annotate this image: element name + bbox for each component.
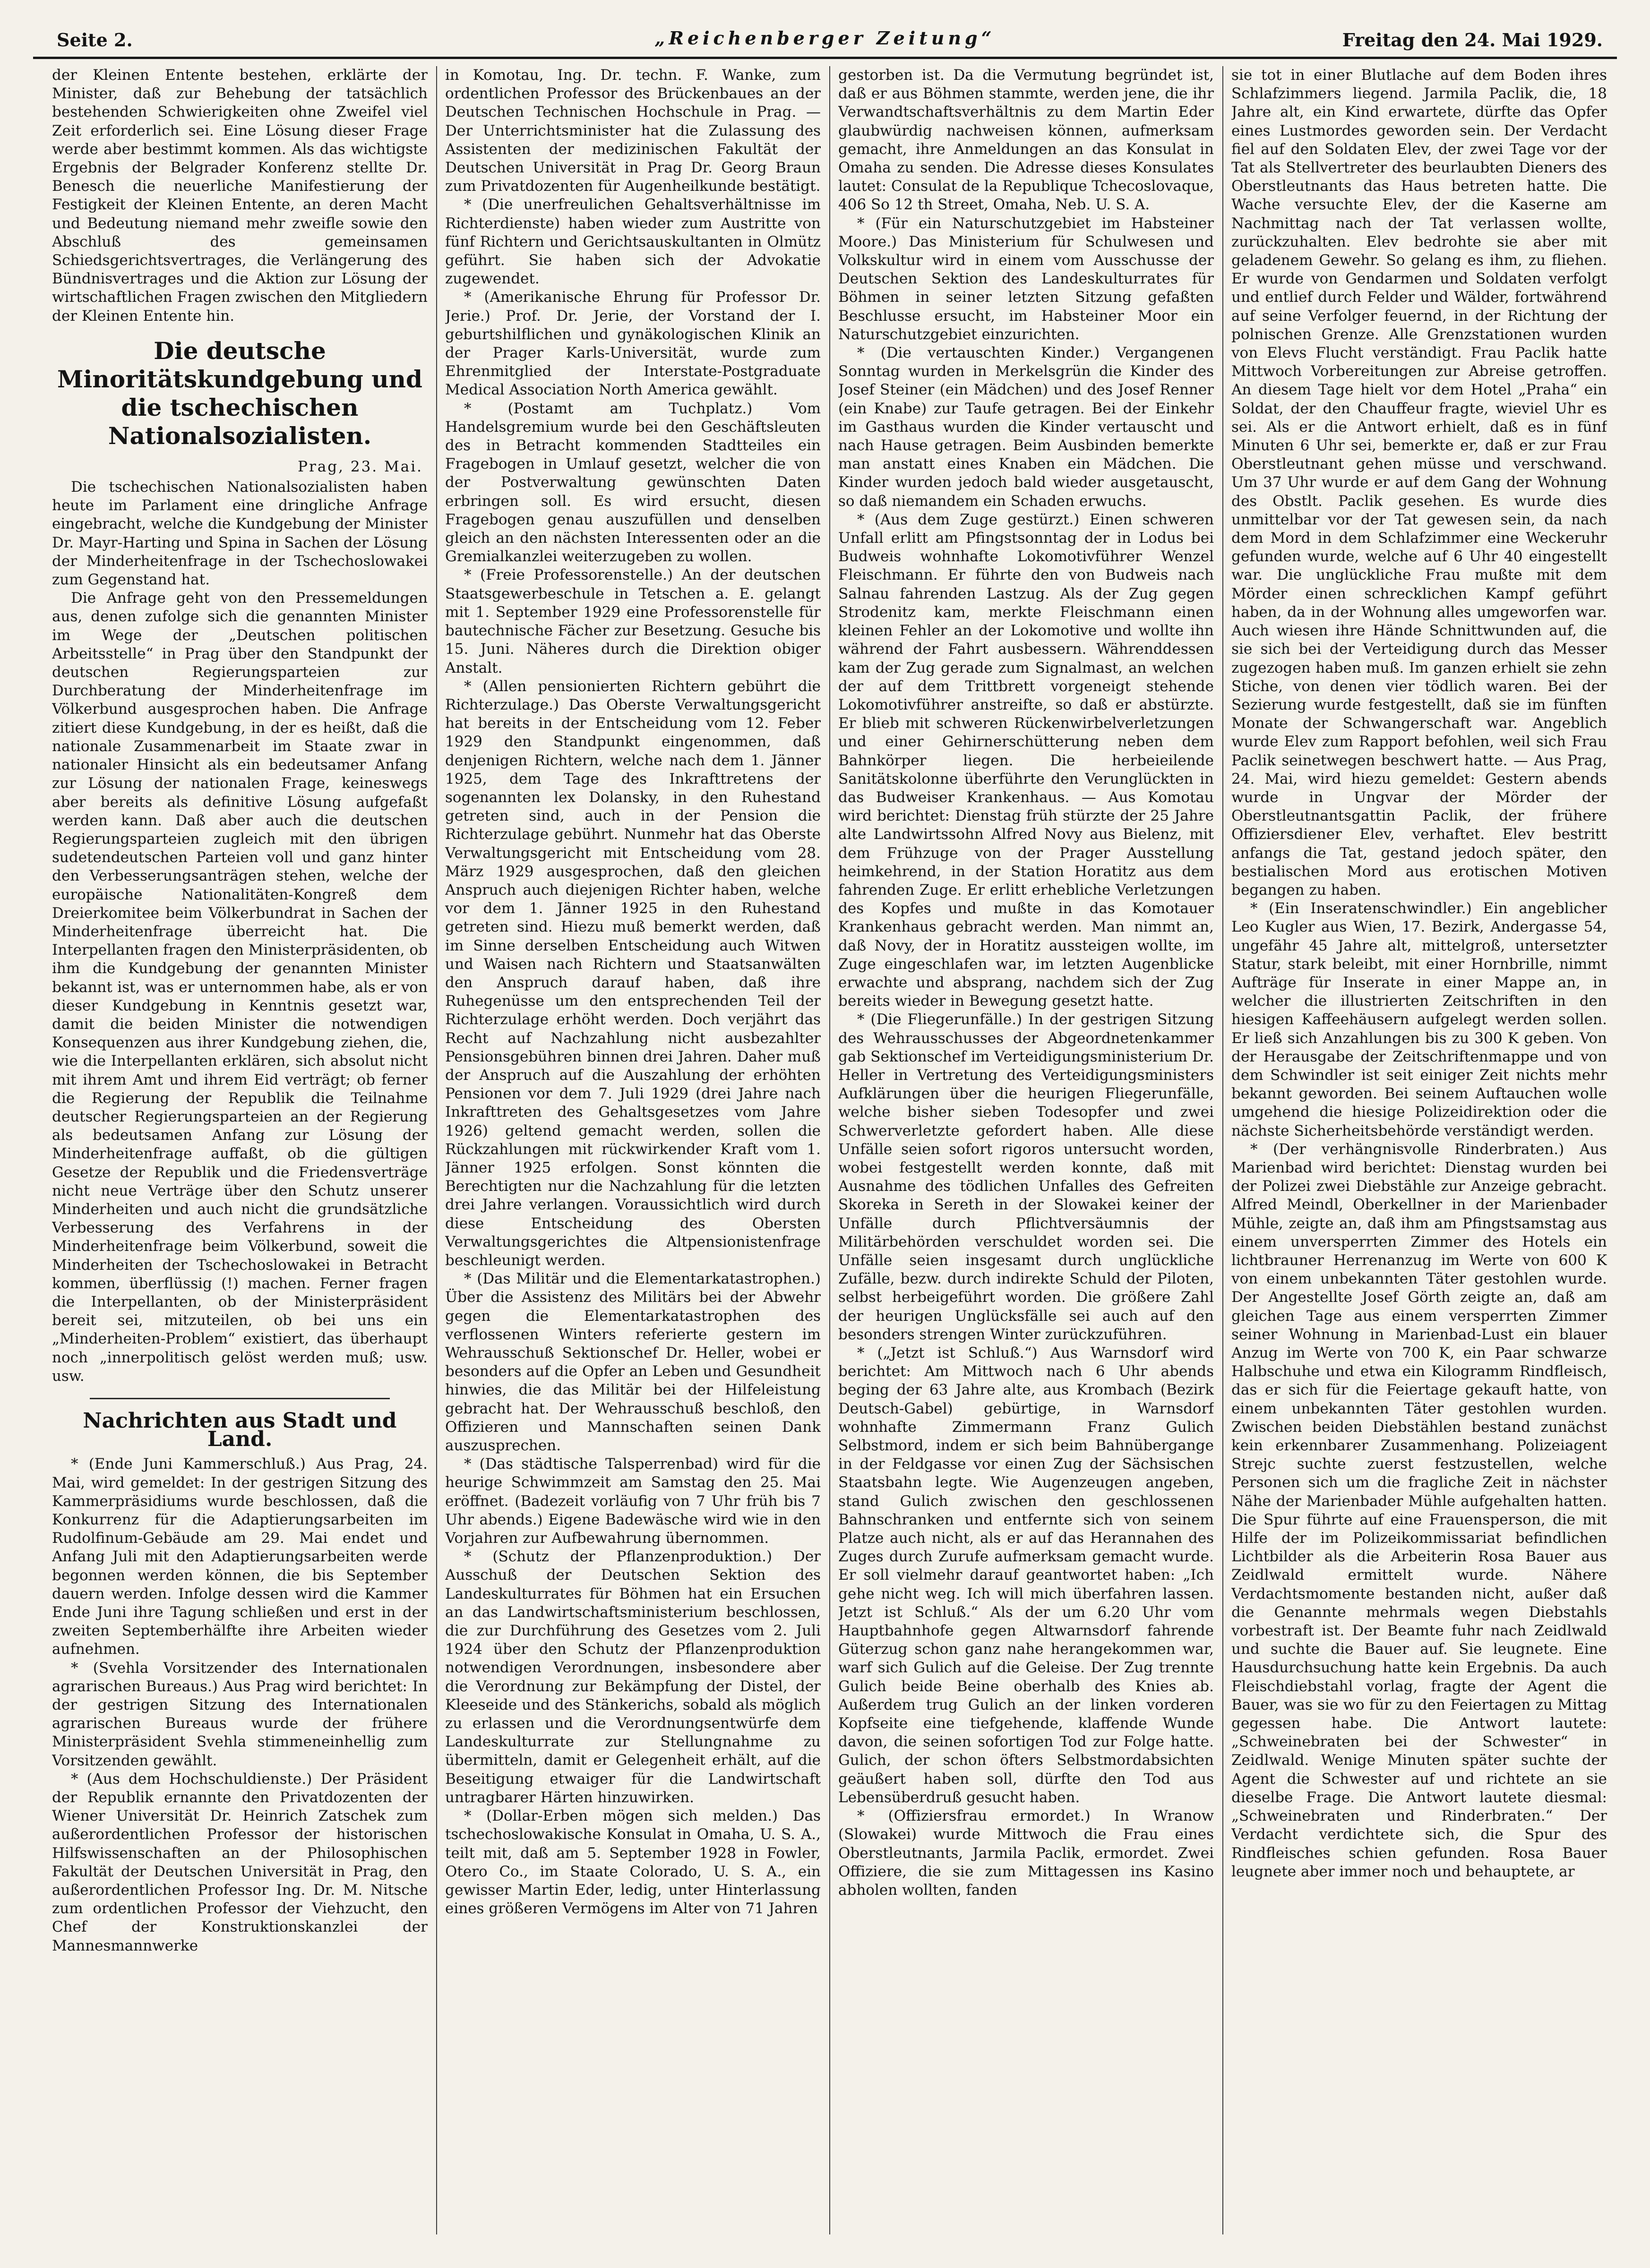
issue-date: Freitag den 24. Mai 1929. xyxy=(1342,29,1603,51)
news-item: * (Dollar-Erben mögen sich melden.) Das tschechoslowakische Konsulat in Omaha, U. S. A., teilt mit, daß am 5. September 1928 in Fowler, Otero Co., im Staate Colorado, U. S. A., ein gewisser Martin Eder, ledig, unter Hinterlassung eines größeren Vermögens im Alter von 71 Jahren xyxy=(445,1807,821,1917)
news-item: * (Die vertauschten Kinder.) Vergangenen Sonntag wurden in Merkelsgrün die Kinder des Josef Steiner (ein Mädchen) und des Josef Renner (ein Knabe) zur Taufe getragen. Bei der Einkehr im Gasthaus wurden die Kinder vertauscht und nach Hause getragen. Beim Ausbinden bemerkte man anstatt eines Knaben ein Mädchen. Die Kinder wurden jedoch bald wieder ausgetauscht, so daß niemandem ein Schaden erwuchs. xyxy=(838,344,1214,510)
news-item: * (Das städtische Talsperrenbad) wird für die heurige Schwimmzeit am Samstag den 25. Mai eröffnet. (Badezeit vorläufig von 7 Uhr früh bis 7 Uhr abends.) Eigene Badewäsche wird wie in den Vorjahren zur Aufbewahrung übernommen. xyxy=(445,1455,821,1547)
news-item: * (Offiziersfrau ermordet.) In Wranow (Slowakei) wurde Mittwoch die Frau eines Oberstleutnants, Jarmila Paclik, ermordet. Zwei Offiziere, die sie zum Mittagessen ins Kasino abholen wollten, fanden xyxy=(838,1807,1214,1899)
news-item: sie tot in einer Blutlache auf dem Boden ihres Schlafzimmers liegend. Jarmila Paclik, die, 18 Jahre alt, ein Kind erwartete, dürfte das Opfer eines Lustmordes geworden sein. Der Verdacht fiel auf den Soldaten Elev, der zwei Tage vor der Tat als Stellvertreter des beurlaubten Dieners des Oberstleutnants das Haus betreten hatte. Die Wache versuchte Elev, der die Kaserne am Nachmittag nach der Tat verlassen wollte, zurückzuhalten. Elev bedrohte sie aber mit geladenem Gewehr. So gelang es ihm, zu fliehen. Er wurde von Gendarmen und Soldaten verfolgt und entlief durch Felder und Wälder, fortwährend auf seine Verfolger feuernd, in der Richtung der polnischen Grenze. Alle Grenzstationen wurden von Elevs Flucht verständigt. Frau Paclik hatte Mittwoch Vorbereitungen zur Abreise getroffen. An diesem Tage hielt vor dem Hotel „Praha“ ein Soldat, der den Chauffeur fragte, wieviel Uhr es sei. Als er die Antwort erhielt, daß es in fünf Minuten 6 Uhr sei, bemerkte er, daß er zur Frau Oberstleutnant gehen müsse und verschwand. Um 37 Uhr wurde er auf dem Gang der Wohnung des Obstlt. Paclik gesehen. Es wurde dies unmittelbar vor der Tat gewesen sein, da nach dem Mord in dem Schlafzimmer eine Weckeruhr gefunden wurde, welche auf 6 Uhr 40 eingestellt war. Die unglückliche Frau mußte mit dem Mörder einen schrecklichen Kampf geführt haben, da in der Wohnung alles umgeworfen war. Auch wiesen ihre Hände Schnittwunden auf, die sie sich bei der Verteidigung durch das Messer zugezogen haben muß. Im ganzen erhielt sie zehn Stiche, von denen vier tödlich waren. Bei der Sezierung wurde festgestellt, daß sie im fünften Monate der Schwangerschaft war. Angeblich wurde Elev zum Rapport befohlen, weil sich Frau Paclik seinetwegen beschwert hatte. — Aus Prag, 24. Mai, wird hiezu gemeldet: Gestern abends wurde in Ungvar der Mörder der Oberstleutnantsgattin Paclik, der frühere Offiziersdiener Elev, verhaftet. Elev bestritt anfangs die Tat, gestand jedoch später, den bestialischen Mord aus erotischen Motiven begangen zu haben. xyxy=(1231,67,1607,899)
news-item: * (Die unerfreulichen Gehaltsverhältnisse im Richterdienste) haben wieder zum Austritte von fünf Richtern und Gerichtsauskultanten in Olmütz geführt. Sie haben sich der Advokatie zugewendet. xyxy=(445,196,821,288)
masthead xyxy=(33,19,1617,59)
article-text: Die Anfrage geht von den Pressemeldungen aus, denen zufolge sich die genannten Minister im Wege der „Deutschen politischen Arbeitsstelle“ in Prag über den Standpunkt der deutschen Regierungsparteien zur Durchberatung der Minderheitenfrage im Völkerbund ausgesprochen haben. Die Anfrage zitiert diese Kundgebung, in der es heißt, daß die nationale Zusammenarbeit im Staate zwar in nationaler Hinsicht als ein bedeutsamer Anfang zur Lösung der nationalen Frage, keineswegs aber bereits als definitive Lösung aufgefaßt werden kann. Daß aber auch die deutschen Regierungsparteien zugleich mit den übrigen sudetendeutschen Parteien voll und ganz hinter den Verbesserungsanträgen stehen, welche der europäische Nationalitäten-Kongreß dem Dreierkomitee beim Völkerbundrat in Sachen der Minderheitenfrage überreicht hat. Die Interpellanten fragen den Ministerpräsidenten, ob ihm die Kundgebung der genannten Minister bekannt ist, was er unternommen habe, als er von dieser Kundgebung in Kenntnis gesetzt war, damit die beiden Minister die notwendigen Konsequenzen aus ihrer Kundgebung ziehen, die, wie die Interpellanten erklären, sich absolut nicht mit ihrem Amt und ihrem Eid verträgt; ob ferner die Regierung der Republik die Teilnahme deutscher Regierungsparteien an der Regierung als bedeutsamen Anfang zur Lösung der Minderheitenfrage auffaßt, ob die gültigen Gesetze der Republik und die Friedensverträge nicht neue Verträge über den Schutz unserer Minderheiten und auch nicht die grundsätzliche Verbesserung des Verfahrens in der Minderheitenfrage beim Völkerbund, soweit die Minderheiten der Tschechoslowakei in Betracht kommen, überflüssig (!) machen. Ferner fragen die Interpellanten, ob der Ministerpräsident bereit sei, mitzuteilen, ob bei uns ein „Minderheiten-Problem“ existiert, das überhaupt noch „innerpolitisch gelöst werden muß; usw. usw. xyxy=(52,590,428,1385)
news-item: * (Allen pensionierten Richtern gebührt die Richterzulage.) Das Oberste Verwaltungsgericht hat bereits in der Entscheidung vom 12. Feber 1929 den Standpunkt eingenommen, daß denjenigen Richtern, welche nach dem 1. Jänner 1925, dem Tage des Inkrafttretens der sogenannten lex Dolansky, in den Ruhestand getreten sind, auch in der Pension die Richterzulage gebührt. Nunmehr hat das Oberste Verwaltungsgericht mit Entscheidung vom 28. März 1929 ausgesprochen, daß den gleichen Anspruch auch diejenigen Richter haben, welche vor dem 1. Jänner 1925 in den Ruhestand getreten sind. Hiezu muß bemerkt werden, daß im Sinne derselben Entscheidung auch Witwen und Waisen nach Richtern und Staatsanwälten den Anspruch darauf haben, daß ihre Ruhegenüsse um den entsprechenden Teil der Richterzulage erhöht werden. Doch verjährt das Recht auf Nachzahlung nicht ausbezahlter Pensionsgebühren binnen drei Jahren. Daher muß der Anspruch auf die Auszahlung der erhöhten Pensionen vor dem 7. Juli 1929 (drei Jahre nach Inkrafttreten des Gehaltsgesetzes vom Jahre 1926) geltend gemacht werden, sollen die Rückzahlungen mit rückwirkender Kraft vom 1. Jänner 1925 erfolgen. Sonst könnten die Berechtigten nur die Nachzahlung für die letzten drei Jahre verlangen. Voraussichtlich wird durch diese Entscheidung des Obersten Verwaltungsgerichtes die Altpensionistenfrage beschleunigt werden. xyxy=(445,677,821,1269)
news-item: * (Ende Juni Kammerschluß.) Aus Prag, 24. Mai, wird gemeldet: In der gestrigen Sitzung des Kammerpräsidiums wurde beschlossen, daß die Konkurrenz für die Adaptierungsarbeiten im Rudolfinum-Gebäude am 29. Mai endet und Anfang Juli mit den Adaptierungsarbeiten werde begonnen werden können, die bis September dauern werden. Infolge dessen wird die Kammer Ende Juni ihre Tagung schließen und erst in der zweiten Septemberhälfte ihre Arbeiten wieder aufnehmen. xyxy=(52,1455,428,1658)
article-columns xyxy=(52,66,1607,2234)
news-item: * (Aus dem Hochschuldienste.) Der Präsident der Republik ernannte den Privatdozenten der Wiener Universität Dr. Heinrich Zatschek zum außerordentlichen Professor der historischen Hilfswissenschaften an der Philosophischen Fakultät der Deutschen Universität in Prag, den außerordentlichen Professor Ing. Dr. M. Nitsche zum ordentlichen Professor der Viehzucht, den Chef der Konstruktionskanzlei der Mannesmannwerke xyxy=(52,1770,428,1954)
news-item: * (Der verhängnisvolle Rinderbraten.) Aus Marienbad wird berichtet: Dienstag wurden bei der Polizei zwei Diebstähle zur Anzeige gebracht. Alfred Meindl, Oberkellner in der Marienbader Mühle, zeigte an, daß ihm am Pfingstsamstag aus einem unversperrten Zimmer des Hotels ein lichtbrauner Herrenanzug im Werte von 600 K von einem unbekannten Täter gestohlen wurde. Der Angestellte Josef Görth zeigte an, daß am gleichen Tage aus einem versperrten Zimmer seiner Wohnung in Marienbad-Lust ein blauer Anzug im Werte von 700 K, ein Paar schwarze Halbschuhe und etwa ein Kilogramm Rindfleisch, das er sich für die Feiertage gekauft hatte, von einem unbekannten Täter gestohlen wurden. Zwischen beiden Diebstählen bestand zunächst kein erkennbarer Zusammenhang. Polizeiagent Strejc suchte zuerst festzustellen, welche Personen sich um die fragliche Zeit in nächster Nähe der Marienbader Mühle aufgehalten hatten. Die Spur führte auf eine Frauensperson, die mit Hilfe der im Polizeikommissariat befindlichen Lichtbilder als die Arbeiterin Rosa Bauer aus Zeidlwald ermittelt wurde. Nähere Verdachtsmomente bestanden nicht, außer daß die Genannte mehrmals wegen Diebstahls vorbestraft ist. Der Beamte fuhr nach Zeidlwald und suchte die Bauer auf. Sie leugnete. Eine Hausdurchsuchung hatte kein Ergebnis. Da auch Fleischdiebstahl vorlag, fragte der Agent die Bauer, was sie wo für zu den Feiertagen zu Mittag gegessen habe. Die Antwort lautete: „Schweinebraten bei der Schwester“ in Zeidlwald. Wenige Minuten später suchte der Agent die Schwester auf und richtete an sie dieselbe Frage. Die Antwort lautete diesmal: „Schweinebraten und Rinderbraten.“ Der Verdacht verdichtete sich, die Spur des Rindfleisches schien gefunden. Rosa Bauer leugnete aber immer noch und behauptete, ar xyxy=(1231,1140,1607,1880)
news-item: * (Die Fliegerunfälle.) In der gestrigen Sitzung des Wehrausschusses der Abgeordnetenkammer gab Sektionschef im Verteidigungsministerium Dr. Heller in Vertretung des Verteidigungsministers Aufklärungen über die heurigen Fliegerunfälle, welche bisher sieben Todesopfer und zwei Schwerverletzte gefordert haben. Alle diese Unfälle seien sofort rigoros untersucht worden, wobei festgestellt werden konnte, daß mit Ausnahme des tödlichen Unfalles des Gefreiten Skoreka in Sereth in der Slowakei keiner der Unfälle durch Pflichtversäumnis der Militärbehörden verschuldet worden sei. Die Unfälle seien insgesamt durch unglückliche Zufälle, bezw. durch indirekte Schuld der Piloten, selbst herbeigeführt worden. Die größere Zahl der heurigen Unglücksfälle sei auch auf den besonders strengen Winter zurückzuführen. xyxy=(838,1011,1214,1343)
article-text: der Kleinen Entente bestehen, erklärte der Minister, daß zur Behebung der tatsächlich bestehenden Schwierigkeiten ohne Zweifel viel Zeit erforderlich sei. Eine Lösung dieser Frage werde aber bestimmt kommen. Als das wichtigste Ergebnis der Belgrader Konferenz stellte Dr. Benesch die neuerliche Manifestierung der Festigkeit der Kleinen Entente, an deren Macht und Bedeutung niemand mehr zweifle sowie den Abschluß des gemeinsamen Schiedsgerichtsvertrages, die Verlängerung des Bündnisvertrages und die Aktion zur Lösung der wirtschaftlichen Fragen zwischen den Mitgliedern der Kleinen Entente hin. xyxy=(52,67,428,325)
column-1 xyxy=(52,66,428,2234)
section-heading: Nachrichten aus Stadt und Land. xyxy=(83,1409,397,1452)
column-2 xyxy=(445,66,821,2234)
column-rule xyxy=(1222,66,1223,2234)
newspaper-page xyxy=(33,19,1617,2249)
column-rule xyxy=(829,66,830,2234)
article-heading: Die deutsche Minoritätskundgebung und die tschechischen Nationalsozialisten. xyxy=(57,336,422,450)
article-text: Die tschechischen Nationalsozialisten haben heute im Parlament eine dringliche Anfrage eingebracht, welche die Kundgebung der Minister Dr. Mayr-Harting und Spina in Sachen der Lösung der Minderheitenfrage in der Tschechoslowakei zum Gegenstand hat. xyxy=(52,479,428,589)
news-item: * (Für ein Naturschutzgebiet im Habsteiner Moore.) Das Ministerium für Schulwesen und Volkskultur wird in einem vom Ausschusse der Deutschen Sektion des Landeskulturrates für Böhmen in seiner letzten Sitzung gefaßten Beschlusse ersucht, im Habsteiner Moor ein Naturschutzgebiet einzurichten. xyxy=(838,214,1214,343)
column-4 xyxy=(1231,66,1607,2234)
news-item: * (Ein Inseratenschwindler.) Ein angeblicher Leo Kugler aus Wien, 17. Bezirk, Andergasse 54, ungefähr 45 Jahre alt, mittelgroß, untersetzter Statur, stark beleibt, mit einer Hornbrille, nimmt Aufträge für Inserate in einer Mappe an, in welcher die illustrierten Zeitschriften in den hiesigen Kaffeehäusern aufgelegt werden sollen. Er ließ sich Anzahlungen bis zu 300 K geben. Von der Herausgabe der Zeitschriftenmappe und von dem Schwindler ist seit einiger Zeit nichts mehr bekannt geworden. Bei seinem Auftauchen wolle umgehend die hiesige Polizeidirektion oder die nächste Sicherheitsbehörde verständigt werden. xyxy=(1231,900,1607,1139)
section-divider xyxy=(90,1398,390,1399)
news-item: * (Svehla Vorsitzender des Internationalen agrarischen Bureaus.) Aus Prag wird berichtet: In der gestrigen Sitzung des Internationalen agrarischen Bureaus wurde der frühere Ministerpräsident Svehla stimmeneinhellig zum Vorsitzenden gewählt. xyxy=(52,1659,428,1769)
news-item: gestorben ist. Da die Vermutung begründet ist, daß er aus Böhmen stammte, werden jene, die ihr Verwandtschaftsverhältnis zu dem Martin Eder glaubwürdig nachweisen können, aufmerksam gemacht, ihre Anmeldungen an das Konsulat in Omaha zu senden. Die Adresse dieses Konsulates lautet: Consulat de la Republique Tchecoslovaque, 406 So 12 th Street, Omaha, Neb. U. S. A. xyxy=(838,67,1214,214)
news-item: * („Jetzt ist Schluß.“) Aus Warnsdorf wird berichtet: Am Mittwoch nach 6 Uhr abends beging der 63 Jahre alte, aus Krombach (Bezirk Deutsch-Gabel) gebürtige, in Warnsdorf wohnhafte Zimmermann Franz Gulich Selbstmord, indem er sich beim Bahnübergange in der Feldgasse vor einen Zug der Sächsischen Staatsbahn legte. Wie Augenzeugen angeben, stand Gulich zwischen den geschlossenen Bahnschranken und entfernte sich von seinem Platze auch nicht, als er auf das Herannahen des Zuges durch Zurufe aufmerksam gemacht wurde. Er soll vielmehr darauf geantwortet haben: „Ich gehe nicht weg. Ich will mich überfahren lassen. Jetzt ist Schluß.“ Als der um 6.20 Uhr vom Hauptbahnhofe gegen Altwarnsdorf fahrende Güterzug schon ganz nahe herangekommen war, warf sich Gulich auf die Geleise. Der Zug trennte Gulich beide Beine oberhalb des Knies ab. Außerdem trug Gulich an der linken vorderen Kopfseite eine tiefgehende, klaffende Wunde davon, die seinen sofortigen Tod zur Folge hatte. Gulich, der schon öfters Selbstmordabsichten geäußert haben soll, dürfte den Tod aus Lebensüberdruß gesucht haben. xyxy=(838,1344,1214,1806)
page-number: Seite 2. xyxy=(57,29,133,51)
newspaper-title: „Reichenberger Zeitung“ xyxy=(654,27,996,49)
news-item: * (Aus dem Zuge gestürzt.) Einen schweren Unfall erlitt am Pfingstsonntag der in Lodus bei Budweis wohnhafte Lokomotivführer Wenzel Fleischmann. Er führte den von Budweis nach Salnau fahrenden Lastzug. Als der Zug gegen Strodenitz kam, merkte Fleischmann einen kleinen Fehler an der Lokomotive und wollte ihn während der Fahrt ausbessern. Währenddessen kam der Zug gerade zum Signalmast, an welchen der auf dem Trittbrett vorgeneigt stehende Lokomotivführer anstreifte, so daß er abstürzte. Er blieb mit schweren Rückenwirbelverletzungen und einer Gehirnerschütterung neben dem Bahnkörper liegen. Die herbeieilende Sanitätskolonne überführte den Verunglückten in das Budweiser Krankenhaus. — Aus Komotau wird berichtet: Dienstag früh stürzte der 25 Jahre alte Landwirtssohn Alfred Novy aus Bielenz, mit dem Frühzuge von der Prager Ausstellung heimkehrend, in der Station Horatitz aus dem fahrenden Zuge. Er erlitt erhebliche Verletzungen des Kopfes und mußte in das Komotauer Krankenhaus gebracht werden. Man nimmt an, daß Novy, der in Horatitz aussteigen wollte, im Zuge eingeschlafen war, im letzten Augenblicke erwachte und absprang, nachdem sich der Zug bereits wieder in Bewegung gesetzt hatte. xyxy=(838,511,1214,1010)
news-item: in Komotau, Ing. Dr. techn. F. Wanke, zum ordentlichen Professor des Brückenbaues an der Deutschen Technischen Hochschule in Prag. — Der Unterrichtsminister hat die Zulassung des Assistenten der medizinischen Fakultät der Deutschen Universität in Prag Dr. Georg Braun zum Privatdozenten für Augenheilkunde bestätigt. xyxy=(445,67,821,195)
news-item: * (Schutz der Pflanzenproduktion.) Der Ausschuß der Deutschen Sektion des Landeskulturrates für Böhmen hat ein Ersuchen an das Landwirtschaftsministerium beschlossen, die zur Durchführung des Gesetzes vom 2. Juli 1924 über den Schutz der Pflanzenproduktion notwendigen Verordnungen, insbesondere aber die Verordnung zur Bekämpfung der Distel, der Kleeseide und des Stänkerichs, sobald als möglich zu erlassen und die Verordnungsentwürfe dem Landeskulturrate zur Stellungnahme zu übermitteln, damit er Gelegenheit erhält, auf die Beseitigung etwaiger für die Landwirtschaft untragbarer Härten hinzuwirken. xyxy=(445,1548,821,1806)
news-item: * (Amerikanische Ehrung für Professor Dr. Jerie.) Prof. Dr. Jerie, der Vorstand der I. geburtshilflichen und gynäkologischen Klinik an der Prager Karls-Universität, wurde zum Ehrenmitglied der Interstate-Postgraduate Medical Association North America gewählt. xyxy=(445,289,821,399)
news-item: * (Das Militär und die Elementarkatastrophen.) Über die Assistenz des Militärs bei der Abwehr gegen die Elementarkatastrophen des verflossenen Winters referierte gestern im Wehrausschuß Sektionschef Dr. Heller, wobei er besonders auf die Opfer an Leben und Gesundheit hinwies, die das Militär bei der Hilfeleistung gebracht hat. Der Wehrausschuß beschloß, den Offizieren und Mannschaften seinen Dank auszusprechen. xyxy=(445,1270,821,1455)
news-item: * (Freie Professorenstelle.) An der deutschen Staatsgewerbeschule in Tetschen a. E. gelangt mit 1. September 1929 eine Professorenstelle für bautechnische Fächer zur Besetzung. Gesuche bis 15. Juni. Näheres durch die Direktion obiger Anstalt. xyxy=(445,566,821,676)
dateline: Prag, 23. Mai. xyxy=(298,458,423,475)
column-3 xyxy=(838,66,1214,2234)
news-item: * (Postamt am Tuchplatz.) Vom Handelsgremium wurde bei den Geschäftsleuten des in Betracht kommenden Stadtteiles ein Fragebogen in Umlauf gesetzt, welcher die von der Postverwaltung gewünschten Daten erbringen soll. Es wird ersucht, diesen Fragebogen genau auszufüllen und denselben gleich an den nächsten Interessenten oder an die Gremialkanzlei weiterzugeben zu wollen. xyxy=(445,400,821,565)
column-rule xyxy=(436,66,437,2234)
